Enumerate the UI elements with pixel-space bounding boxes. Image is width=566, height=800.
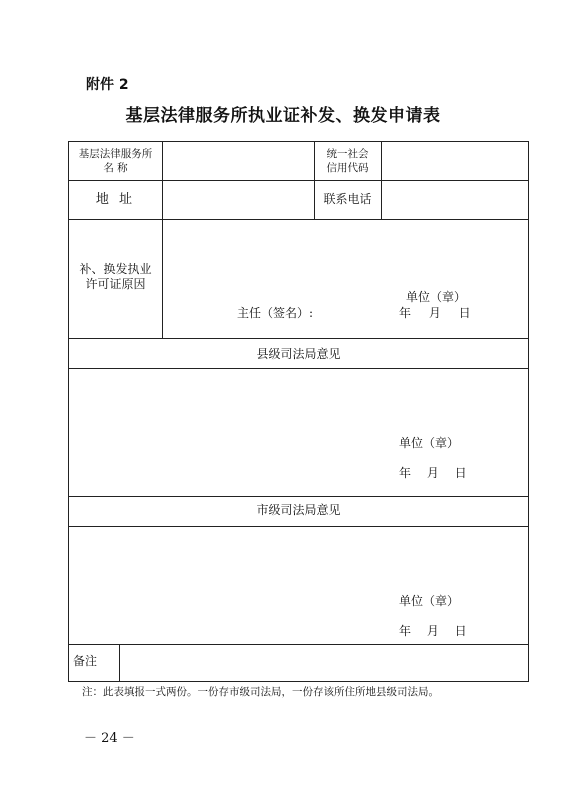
reason-field[interactable] <box>163 220 527 337</box>
form-title: 基层法律服务所执业证补发、换发申请表 <box>125 106 441 126</box>
credit-code-label: 统一社会 信用代码 <box>326 148 369 174</box>
row-divider <box>69 496 528 497</box>
reason-date: 年 月 日 <box>399 306 471 320</box>
director-signature-label: 主任（签名）: <box>237 306 314 320</box>
county-date: 年 月 日 <box>399 466 467 480</box>
address-field[interactable] <box>163 181 313 218</box>
org-name-field[interactable] <box>163 143 313 179</box>
row-divider <box>69 338 528 339</box>
city-date: 年 月 日 <box>399 624 467 638</box>
application-form-table <box>68 141 529 682</box>
remark-label: 备注 <box>73 654 98 668</box>
org-name-label: 基层法律服务所 名 称 <box>78 148 153 174</box>
attachment-label: 附件 2 <box>86 77 129 93</box>
county-opinion-header: 县级司法局意见 <box>256 347 341 361</box>
credit-code-field[interactable] <box>382 143 527 179</box>
footnote: 注：此表填报一式两份。一份存市级司法局，一份存该所住所地县级司法局。 <box>82 686 439 698</box>
remark-field[interactable] <box>120 645 527 680</box>
county-unit-seal: 单位（章） <box>399 436 460 450</box>
phone-label: 联系电话 <box>323 192 372 206</box>
city-opinion-header: 市级司法局意见 <box>256 503 341 517</box>
reason-unit-seal: 单位（章） <box>406 290 467 304</box>
city-unit-seal: 单位（章） <box>399 594 460 608</box>
reason-label: 补、换发执业 许可证原因 <box>79 262 152 291</box>
page-number: － 24 － <box>84 731 135 746</box>
address-label: 地 址 <box>95 192 136 207</box>
phone-field[interactable] <box>382 181 527 218</box>
